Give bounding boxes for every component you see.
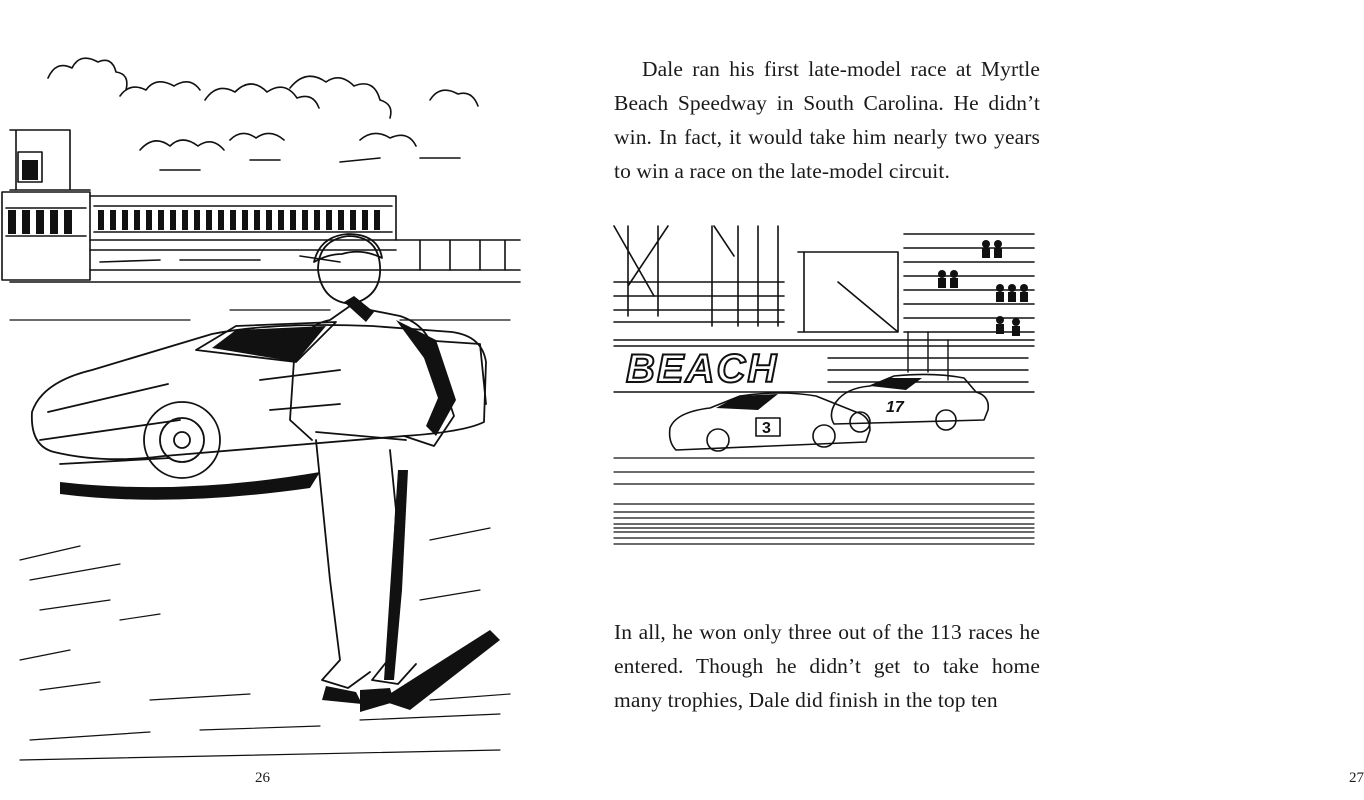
page-number-left: 26 <box>255 770 270 786</box>
car-number-3: 3 <box>762 420 771 437</box>
left-page <box>0 0 536 800</box>
paragraph-race-record: In all, he won only three out of the 113 races he entered. Though he didn’t get to take home many trophies, Dale did finish in the top ten <box>614 620 1040 712</box>
clouds-drawing <box>48 58 478 170</box>
car-shadow <box>60 472 320 500</box>
right-page <box>536 0 1364 800</box>
speedway-illustration <box>608 222 1038 582</box>
driver-figure-drawing <box>290 234 454 688</box>
paragraph-first-race: Dale ran his first late-model race at Myrtle Beach Speedway in South Carolina. He didn’t win. In fact, it would take him nearly two years to win a race on the late-model circuit. <box>614 57 1040 183</box>
grandstand-drawing <box>2 130 520 282</box>
suit-stripe-arm <box>396 320 456 436</box>
suit-stripe-leg <box>384 470 408 680</box>
beach-wall-sign: BEACH <box>626 347 779 391</box>
page-number-right: 27 <box>1349 770 1364 786</box>
grandstand-windows <box>8 160 380 234</box>
track-lines-drawing <box>614 458 1034 544</box>
suit-collar <box>344 296 374 322</box>
car-number-17: 17 <box>886 399 904 416</box>
stands-structure-drawing <box>614 226 1034 340</box>
car-17-window <box>870 378 922 390</box>
driver-shadow <box>380 630 500 710</box>
driver-with-car-illustration <box>0 0 536 770</box>
spectators <box>938 240 1028 336</box>
